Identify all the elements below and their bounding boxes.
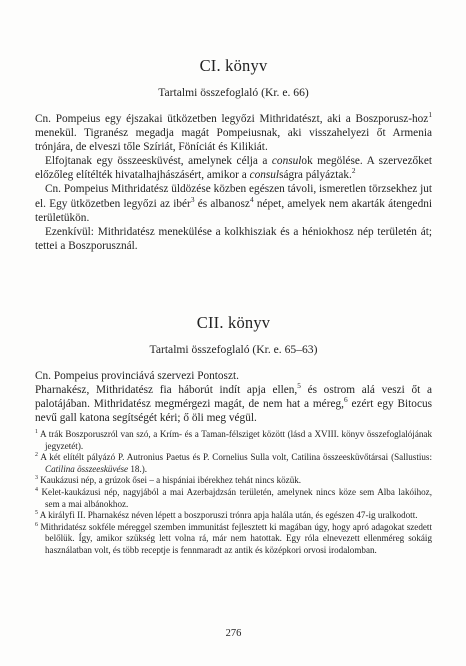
footnote-ref[interactable]: 2 bbox=[351, 166, 356, 176]
book-102-title: CII. könyv bbox=[196, 313, 271, 332]
footnote-ref[interactable]: 6 bbox=[343, 395, 348, 405]
summary-paragraph: Ezenkívül: Mithridatész menekülése a kolkhisziak és a héniokhosz nép területén át; tettei a Boszporusznál. bbox=[35, 225, 432, 252]
summary-paragraph: Cn. Pompeius egy éjszakai ütközetben legyőzi Mithridatészt, aki a Boszporusz-hoz$^1$ menekül. Tigranész megadja magát Pompeiusnak, aki visszahelyezi őt Armenia trónjára, de elveszi tőle Szíriát, Föníciát és Kilikiát. bbox=[35, 110, 432, 154]
footnotes bbox=[35, 429, 432, 557]
book-102-summary bbox=[35, 369, 432, 425]
summary-paragraph: Cn. Pompeius provinciává szervezi Pontoszt. bbox=[35, 370, 239, 382]
footnote: $^4$ Kelet-kaukázusi nép, nagyjából a mai Azerbajdzsán területén, amelynek nincs köze sem Alba lakóihoz, sem a mai albánokhoz. bbox=[35, 486, 432, 509]
footnote: $^6$ Mithridatész sokféle méreggel szemben immunitást fejlesztett ki magában úgy, hogy apró adagokat szedett belőlük. Így, amikor szükség lett volna rá, már nem hatottak. Egy róla elnevezett ellenméreg sokáig használatban volt, és több receptje is fennmaradt az antik és középkori orvosi irodalomban. bbox=[35, 521, 432, 555]
footnote-ref[interactable]: 1 bbox=[428, 110, 432, 120]
book-102-subtitle: Tartalmi összefoglaló (Kr. e. 65–63) bbox=[149, 343, 318, 356]
summary-paragraph: Elfojtanak egy összeesküvést, amelynek célja a consulok megölése. A szervezőket előzőleg elítélték hivatalhajhászásért, amikor a consulságra pályáztak.$^2$ bbox=[35, 155, 432, 182]
footnote-ref[interactable]: 4 bbox=[249, 194, 254, 204]
page-number: 276 bbox=[225, 628, 242, 639]
book-101-subtitle: Tartalmi összefoglaló (Kr. e. 66) bbox=[158, 86, 309, 99]
footnote: $^2$ A két elítélt pályázó P. Autronius Paetus és P. Cornelius Sulla volt, Catilina összeesküvőtársai (Sallustius: Catilina összeesküvése 18.). bbox=[35, 452, 432, 474]
summary-paragraph: Cn. Pompeius Mithridatész üldözése közben egészen távoli, ismeretlen törzsekhez jut el. Egy ütközetben legyőzi az ibér$^3$ és albanosz$^4$ népet, amelyek nem akarták átengedni területükön. bbox=[35, 183, 433, 224]
footnote: $^3$ Kaukázusi nép, a grúzok ősei – a hispániai ibérekhez tehát nincs közük. bbox=[35, 475, 302, 486]
footnote: $^1$ A trák Boszporuszról van szó, a Krím- és a Taman-félsziget között (lásd a XVIII. könyv összefoglalójának jegyzetét). bbox=[35, 428, 432, 451]
footnote-ref[interactable]: 5 bbox=[297, 381, 301, 391]
book-101-summary bbox=[35, 112, 432, 253]
summary-paragraph: Pharnakész, Mithridatész fia háborút indít apja ellen,$^5$ és ostrom alá veszi őt a palotájában. Mithridatész megmérgezi magát, de nem hat a méreg,$^6$ ezért egy Bitocus nevű gall katona segítségét kéri; ő öli meg végül. bbox=[35, 381, 432, 425]
footnote: $^5$ A királyfi II. Pharnakész néven lépett a boszporuszi trónra apja halála után, és egészen 47-ig uralkodott. bbox=[35, 510, 418, 521]
book-101-title: CI. könyv bbox=[199, 56, 268, 75]
footnote-ref[interactable]: 3 bbox=[190, 194, 195, 204]
